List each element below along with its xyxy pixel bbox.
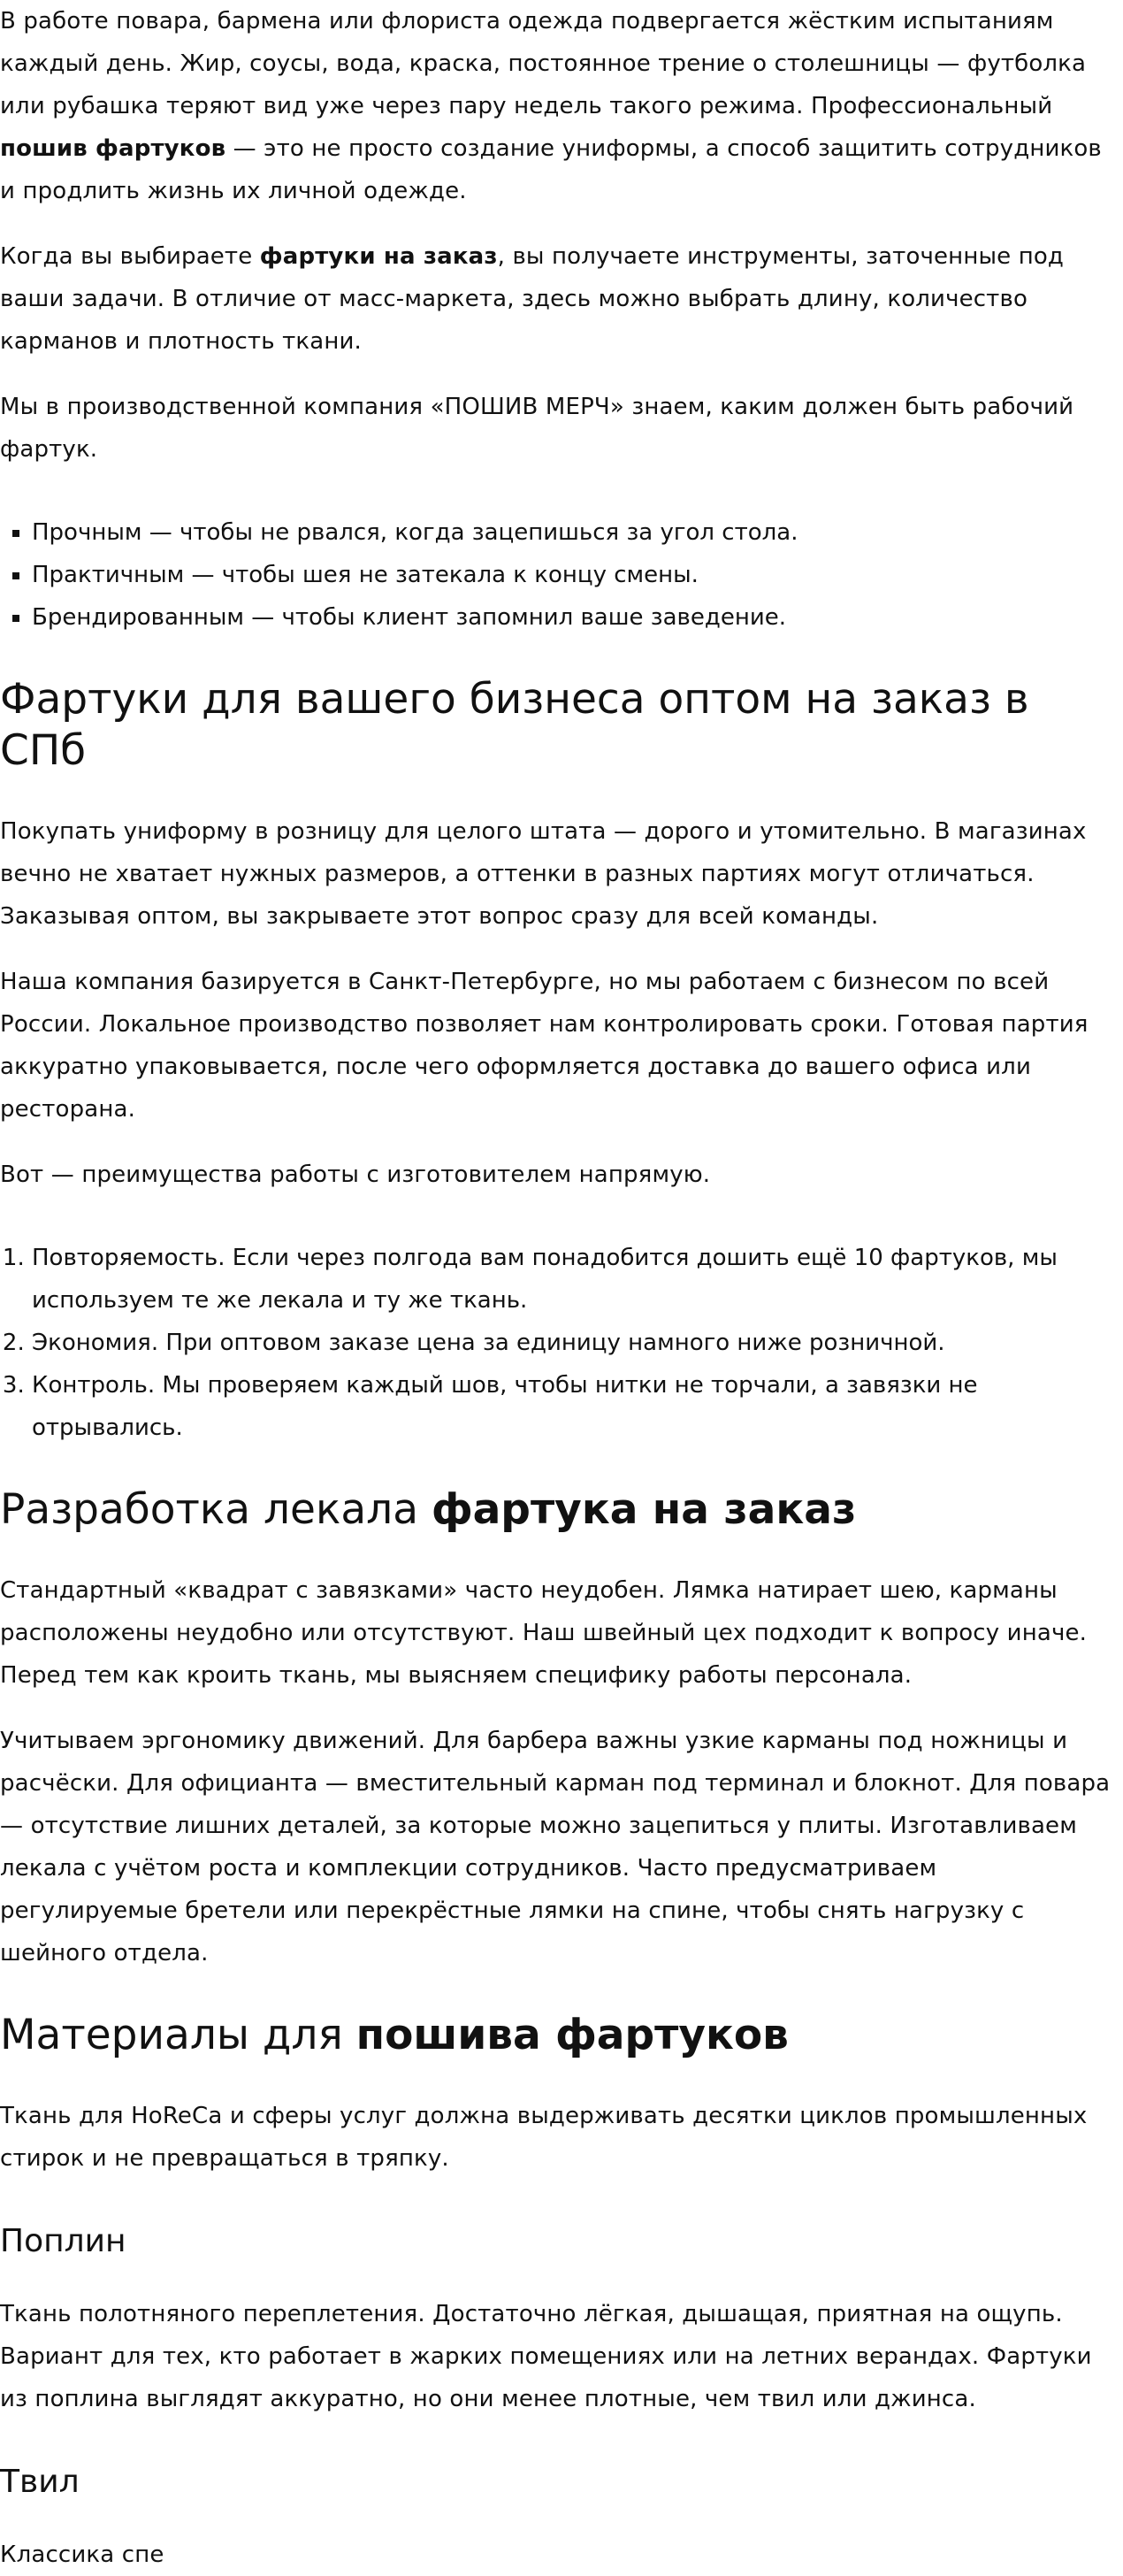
pattern-paragraph-2: Учитываем эргономику движений. Для барбера важны узкие карманы под ножницы и расчёски. Для официанта — вместительный карман под терминал и блокнот. Для повара — отсутствие лишних деталей, за которые можно зацепиться у плиты. Изготавливаем лекала с учётом роста и комплекции сотрудников. Часто предусматриваем регулируемые бретели или перекрёстные лямки на спине, чтобы снять нагрузку с шейного отдела.: [0, 1728, 1111, 1966]
pattern-heading: [0, 1484, 1121, 1536]
list-item: ▪ Брендированным — чтобы клиент запомнил ваше заведение.: [32, 596, 1121, 639]
list-item: 3. Контроль. Мы проверяем каждый шов, чтобы нитки не торчали, а завязки не отрывались.: [32, 1364, 1121, 1449]
wholesale-paragraph-1: Покупать униформу в розницу для целого штата — дорого и утомительно. В магазинах вечно не хватает нужных размеров, а оттенки в разных партиях могут отличаться. Заказывая оптом, вы закрываете этот вопрос сразу для всей команды.: [0, 818, 1087, 930]
pattern-heading-bold: фартука на заказ: [431, 1485, 857, 1534]
materials-heading: [0, 2010, 1121, 2061]
intro-paragraph-1-text-a: В работе повара, бармена или флориста одежда подвергается жёстким испытаниям каждый день. Жир, соусы, вода, краска, постоянное трение о столешницы — футболка или рубашка теряют вид уже через пару недель такого режима. Профессиональный: [0, 8, 1087, 119]
list-item: 2. Экономия. При оптовом заказе цена за единицу намного ниже розничной.: [32, 1322, 1121, 1364]
intro-paragraph-2-bold: фартуки на заказ: [259, 243, 498, 270]
intro-paragraph-1: [0, 0, 1121, 212]
list-item: 1. Повторяемость. Если через полгода вам понадобится дошить ещё 10 фартуков, мы используем те же лекала и ту же ткань.: [32, 1237, 1121, 1322]
intro-paragraph-1-bold: пошив фартуков: [0, 135, 226, 162]
intro-paragraph-1-text-b: — это не просто создание униформы, а способ защитить сотрудников и продлить жизнь их личной одежде.: [0, 135, 1102, 204]
materials-paragraph-1: Ткань для HoReCa и сферы услуг должна выдерживать десятки циклов промышленных стирок и не превращаться в тряпку.: [0, 2103, 1088, 2172]
poplin-paragraph: Ткань полотняного переплетения. Достаточно лёгкая, дышащая, приятная на ощупь. Вариант для тех, кто работает в жарких помещениях или на летних верандах. Фартуки из поплина выглядят аккуратно, но они менее плотные, чем твил или джинса.: [0, 2301, 1092, 2412]
wholesale-paragraph-3: Вот — преимущества работы с изготовителем напрямую.: [0, 1162, 711, 1188]
list-item: ▪ Прочным — чтобы не рвался, когда зацепишься за угол стола.: [32, 511, 1121, 554]
intro-paragraph-2-text-b: , вы получаете инструменты, заточенные под ваши задачи. В отличие от масс-маркета, здесь можно выбрать длину, количество карманов и плотность ткани.: [0, 243, 1065, 355]
intro-paragraph-2: [0, 235, 1121, 363]
pattern-heading-text: Разработка лекала: [0, 1485, 432, 1534]
apron-qualities-list: [0, 511, 1121, 639]
materials-heading-text: Материалы для: [0, 2011, 356, 2059]
intro-paragraph-2-text-a: Когда вы выбираете: [0, 243, 260, 270]
materials-heading-bold: пошива фартуков: [355, 2011, 789, 2059]
advantages-list: [0, 1237, 1121, 1449]
list-item: ▪ Практичным — чтобы шея не затекала к концу смены.: [32, 554, 1121, 596]
twill-paragraph: Классика спе: [0, 2542, 164, 2568]
poplin-heading: Поплин: [0, 2223, 126, 2259]
wholesale-heading: Фартуки для вашего бизнеса оптом на заказ в СПб: [0, 675, 1029, 775]
intro-paragraph-3: Мы в производственной компания «ПОШИВ МЕРЧ» знаем, каким должен быть рабочий фартук.: [0, 394, 1074, 463]
wholesale-paragraph-2: Наша компания базируется в Санкт-Петербурге, но мы работаем с бизнесом по всей России. Локальное производство позволяет нам контролировать сроки. Готовая партия аккуратно упаковывается, после чего оформляется доставка до вашего офиса или ресторана.: [0, 969, 1089, 1123]
pattern-paragraph-1: Стандартный «квадрат с завязками» часто неудобен. Лямка натирает шею, карманы расположены неудобно или отсутствуют. Наш швейный цех подходит к вопросу иначе. Перед тем как кроить ткань, мы выясняем специфику работы персонала.: [0, 1577, 1088, 1689]
twill-heading: Твил: [0, 2464, 80, 2500]
